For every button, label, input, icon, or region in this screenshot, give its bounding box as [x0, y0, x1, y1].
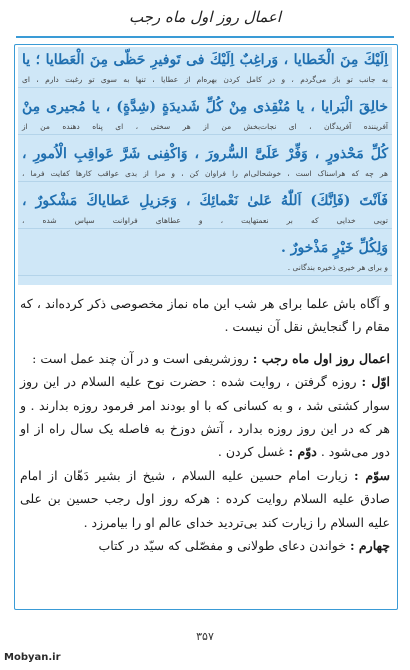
prayer-arabic-line: خالِقَ الْبَرايا ، يا مُنْقِذى مِنْ كُلِّ شَديدَةٍ (شِدَّةٍ) ، يا مُجيرى مِنْ [22, 99, 388, 115]
page-header [0, 6, 410, 36]
paragraph-first-act [20, 370, 390, 464]
page-title: اعمال روز اول ماه رجب [128, 8, 282, 26]
header-divider [16, 36, 394, 38]
paragraph-text: و آگاه باش علما براى هر شب اين ماه نماز مخصوصى ذكر كرده‌اند ، كه مقام را گنجايش نقل آن نيست . [20, 296, 390, 335]
paragraph-text: خواندن دعاى طولانى و مفصّلى كه سيّد در كتاب [98, 538, 346, 554]
paragraph-third-act [20, 464, 390, 534]
prayer-translation-line: هر چه كه هراسناک است ، خوشحالى‌ام را فراوان كن ، و مرا از بدى عواقب كارها كفايت فرما ، [18, 167, 392, 182]
prayer-translation-line: تويى خدايى كه بر نعمتهايت ، و عطاهاى فراوانت سپاس شده ، [18, 214, 392, 229]
item-heading: چهارم : [349, 538, 390, 554]
paragraph-text: روزه گرفتن ، روايت شده : حضرت نوح عليه السلام در اين روز سوار كشتى شد ، و به كسانى كه با او بودند امر فرمود روزه بدارند . و هر كه در اين روز روزه بدارد ، آتش دوزخ به فاصله يک سال راه از او دور مى‌شود . [20, 374, 390, 460]
paragraph-fourth-act [20, 534, 390, 557]
paragraph-first-day [20, 347, 390, 370]
item-heading: دوّم : [288, 444, 317, 460]
item-heading: اوّل : [361, 374, 390, 390]
paragraph-text: روزشريفى است و در آن چند عمل است : [32, 350, 249, 366]
paragraph-intro [20, 292, 390, 339]
paragraph-text: غسل كردن . [217, 444, 285, 460]
site-watermark: Mobyan.ir [4, 652, 61, 663]
prayer-translation-line: آفريننده آفريدگان ، اى نجات‌بخش من از هر سختى ، اى پناه دهنده من از [18, 120, 392, 135]
paragraph-text: زيارت امام حسين عليه السلام ، شيخ از بشير دَهّان از امام صادق عليه السلام روايت كرده : هركه روز اول رجب حسين بن على عليه السلام را زيارت كند بى‌ترديد خداى عالم او را بيامرزد . [20, 467, 390, 530]
prayer-translation-line: و براى هر خيرى ذخيره بندگانى . [18, 261, 392, 276]
prayer-arabic-line: فَاَنْتَ (فَاِنَّكَ) اَللّٰهُ عَلىٰ نَعْمائِكَ ، وَجَزيلِ عَطاياكَ مَشْكورٌ ، [22, 193, 388, 209]
prayer-arabic-line: وَلِكُلِّ خَيْرٍ مَذْخورٌ . [281, 240, 388, 256]
prayer-arabic-line: اِلَيْكَ مِنَ الْخَطايا ، وَراغِبٌ اِلَيْكَ فى تَوفيرِ حَظّى مِنَ الْعَطايا ؛ يا [22, 52, 388, 68]
body-text [20, 292, 390, 557]
prayer-translation-line: به جانب تو باز مى‌گردم ، و در كامل كردن بهره‌ام از عطايا ، تنها به سوى تو رغبت دارم ، اى [18, 73, 392, 88]
section-heading: اعمال روز اول ماه رجب : [252, 350, 390, 366]
prayer-block [18, 47, 392, 285]
item-heading: سوّم : [354, 467, 391, 483]
page-number: ۳۵۷ [196, 630, 214, 643]
prayer-arabic-line: كُلِّ مَحْذورٍ ، وَفِّرْ عَلَىَّ السُّرورَ ، وَاكْفِنى شَرَّ عَواقِبِ الْاُمورِ ، [22, 146, 388, 162]
